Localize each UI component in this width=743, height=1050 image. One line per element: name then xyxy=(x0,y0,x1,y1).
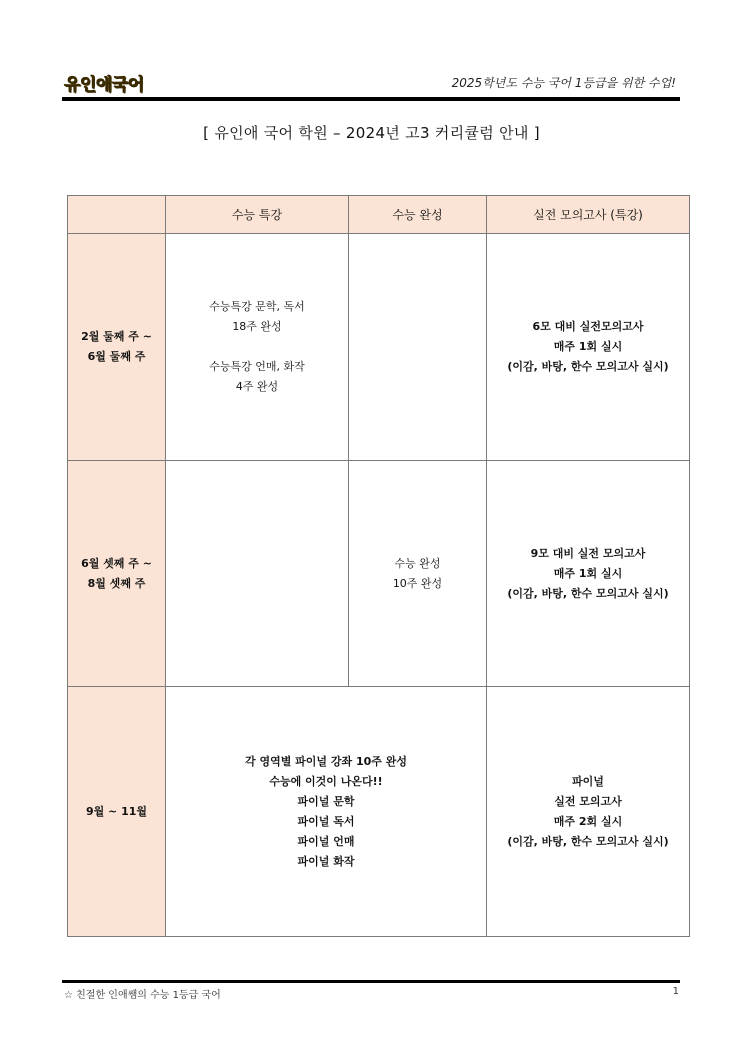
mock-line: 9모 대비 실전 모의고사 xyxy=(530,546,646,560)
mock-line: 매주 1회 실시 xyxy=(553,340,623,353)
special-line: 수능특강 문학, 독서 xyxy=(209,300,305,313)
final-course-line: 각 영역별 파이널 강좌 10주 완성 xyxy=(245,754,407,768)
table-row xyxy=(68,234,690,461)
complete-cell xyxy=(349,461,487,687)
final-course-line: 파이널 독서 xyxy=(297,814,355,828)
period-cell xyxy=(68,687,166,937)
final-course-line: 파이널 문학 xyxy=(297,794,355,808)
mock-cell xyxy=(487,234,690,461)
complete-line: 10주 완성 xyxy=(392,576,443,590)
mock-line: (이감, 바탕, 한수 모의고사 실시) xyxy=(507,360,669,373)
table-header-row xyxy=(68,196,690,234)
mock-line: 매주 1회 실시 xyxy=(553,566,623,580)
header-rule xyxy=(62,97,680,101)
special-line: 4주 완성 xyxy=(235,380,279,393)
final-course-line: 수능에 이것이 나온다!! xyxy=(269,774,383,788)
period-line: 8월 셋째 주 xyxy=(87,576,146,590)
footer-rule xyxy=(62,980,680,983)
special-line: 수능특강 언매, 화작 xyxy=(209,360,305,373)
mock-line: 매주 2회 실시 xyxy=(553,814,623,828)
header-tagline: 2025학년도 수능 국어 1등급을 위한 수업! xyxy=(451,76,676,90)
column-header-mock: 실전 모의고사 (특강) xyxy=(487,196,690,234)
period-cell xyxy=(68,461,166,687)
mock-line: 파이널 xyxy=(572,774,604,788)
period-line: 9월 ~ 11월 xyxy=(85,804,148,818)
column-header-period xyxy=(68,196,166,234)
table-row xyxy=(68,461,690,687)
mock-line: 실전 모의고사 xyxy=(554,794,622,808)
document-title: [ 유인애 국어 학원 – 2024년 고3 커리큘럼 안내 ] xyxy=(203,124,540,142)
period-line: 6월 둘째 주 xyxy=(87,350,146,363)
complete-line: 수능 완성 xyxy=(394,556,441,570)
page-number: 1 xyxy=(672,986,679,997)
mock-cell xyxy=(487,687,690,937)
mock-line: (이감, 바탕, 한수 모의고사 실시) xyxy=(507,834,669,848)
mock-line: 6모 대비 실전모의고사 xyxy=(532,320,644,333)
curriculum-table xyxy=(67,195,690,937)
complete-cell xyxy=(349,234,487,461)
special-cell xyxy=(166,461,349,687)
final-course-cell xyxy=(166,687,487,937)
final-course-line: 파이널 언매 xyxy=(297,834,355,848)
mock-cell xyxy=(487,461,690,687)
academy-logo xyxy=(64,70,144,95)
column-header-complete: 수능 완성 xyxy=(349,196,487,234)
period-line: 2월 둘째 주 ~ xyxy=(81,330,152,343)
special-line: 18주 완성 xyxy=(232,320,282,333)
period-line: 6월 셋째 주 ~ xyxy=(81,556,152,570)
period-cell xyxy=(68,234,166,461)
page-header xyxy=(60,68,680,94)
mock-line: (이감, 바탕, 한수 모의고사 실시) xyxy=(507,586,669,600)
table-row xyxy=(68,687,690,937)
special-cell xyxy=(166,234,349,461)
logo-main-text: 유인애 xyxy=(64,75,112,95)
footer-text: ☆ 친절한 인애쌤의 수능 1등급 국어 xyxy=(64,990,221,1001)
column-header-special: 수능 특강 xyxy=(166,196,349,234)
final-course-line: 파이널 화작 xyxy=(297,854,355,868)
logo-accent-text: 국어 xyxy=(111,75,144,95)
